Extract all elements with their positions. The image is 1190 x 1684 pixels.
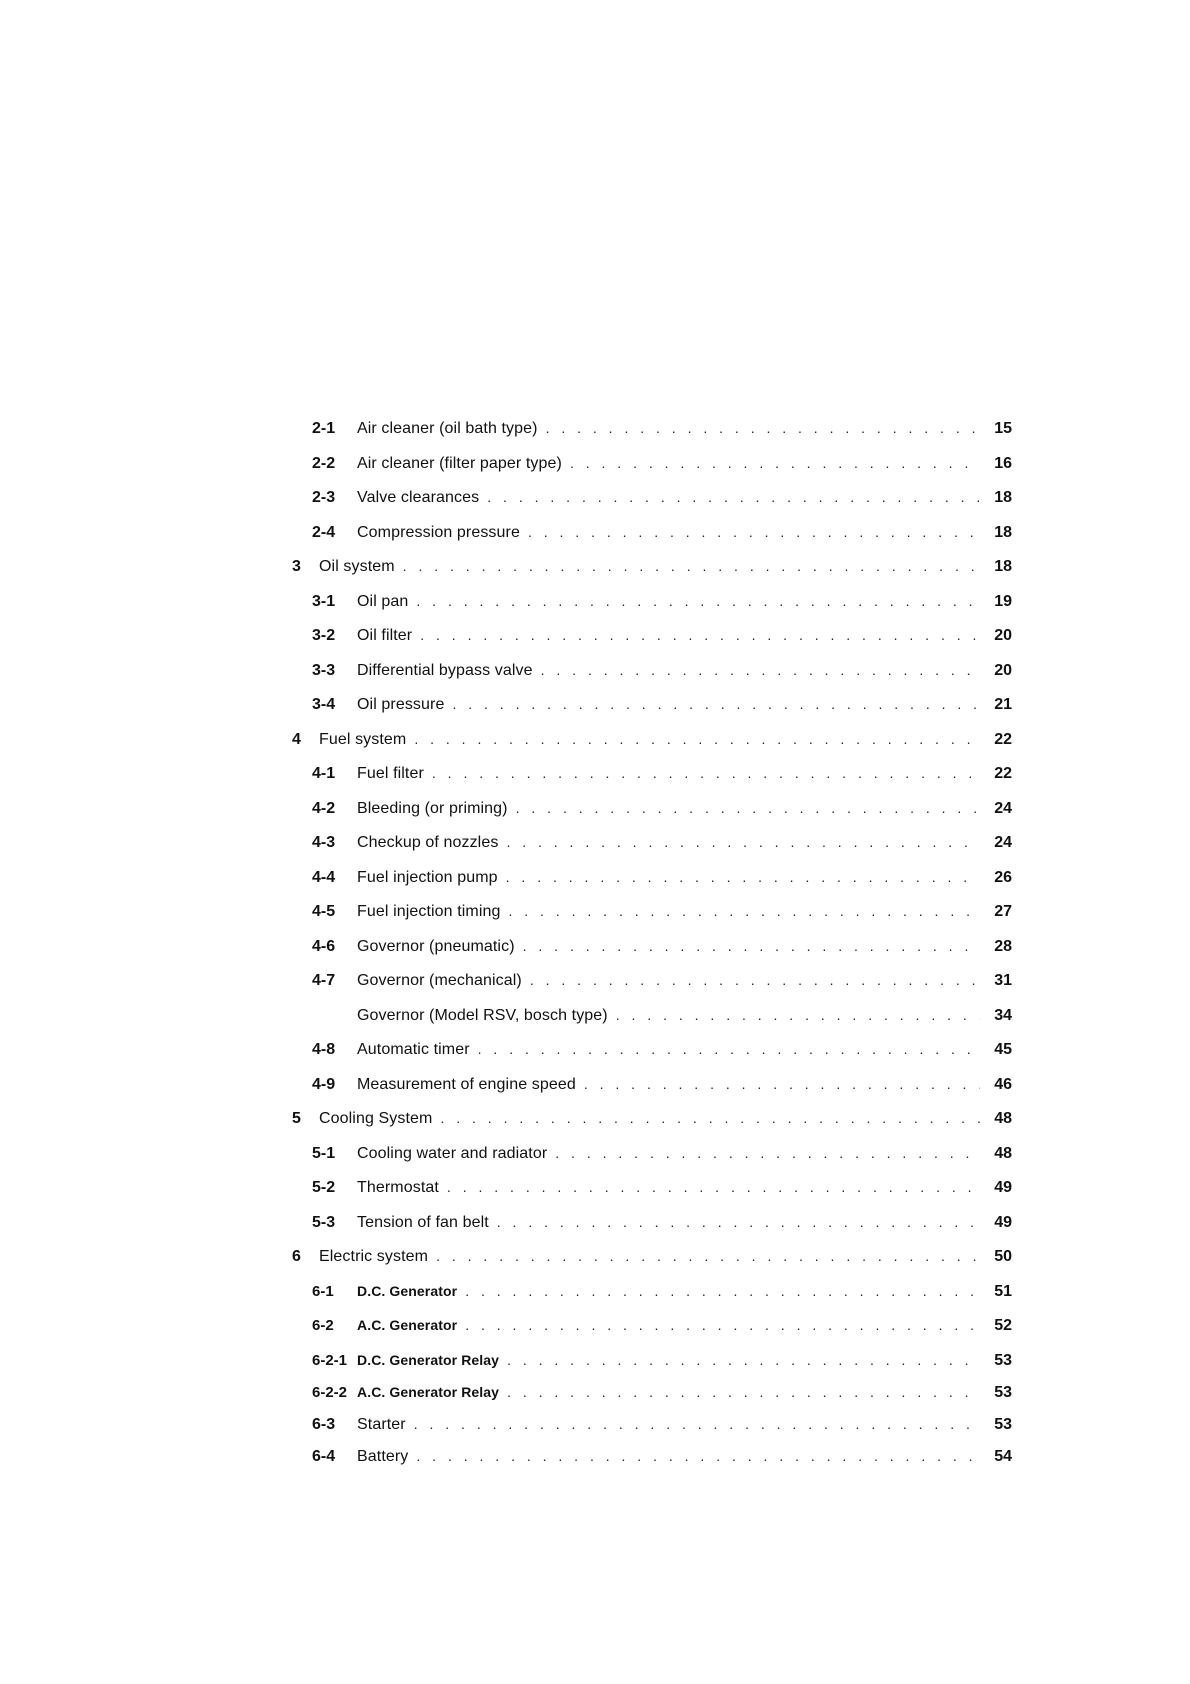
dot-leader (440, 1111, 980, 1125)
toc-entry (312, 800, 1012, 835)
dot-leader (507, 1385, 980, 1399)
toc-entry-page-number: 27 (994, 903, 1012, 920)
toc-entry-number: 4-8 (312, 1041, 336, 1058)
toc-entry-title: Electric system (319, 1248, 429, 1265)
toc-entry (312, 489, 1012, 524)
toc-entry-title: Battery (357, 1447, 409, 1465)
toc-entry-title: Fuel system (319, 730, 407, 748)
toc-entry-page-number: 24 (994, 834, 1012, 851)
toc-entry-title: Bleeding (or priming) (357, 799, 508, 817)
toc-entry-page-number: 28 (994, 937, 1012, 955)
toc-entry-title: D.C. Generator Relay (357, 1351, 500, 1368)
toc-entry-number: 6 (292, 1248, 301, 1265)
toc-entry-title: Cooling System (319, 1110, 433, 1127)
toc-entry-page-number: 46 (994, 1075, 1012, 1093)
toc-entry-number: 3 (292, 558, 301, 575)
dot-leader (420, 628, 980, 642)
toc-entry-page-number: 50 (994, 1248, 1012, 1265)
toc-entry-title: Valve clearances (357, 489, 480, 506)
toc-entry-page-number: 18 (994, 558, 1012, 575)
toc-entry-title: D.C. Generator (357, 1282, 458, 1299)
toc-entry (292, 558, 1012, 593)
toc-entry-number: 6-3 (312, 1415, 336, 1433)
toc-entry-number: 4-2 (312, 799, 336, 817)
toc-entry-number: 6-2-2 (312, 1383, 348, 1401)
toc-entry-page-number: 49 (994, 1213, 1012, 1231)
toc-entry-number: 5-2 (312, 1179, 336, 1196)
toc-entry (312, 1041, 1012, 1076)
dot-leader (507, 1353, 980, 1367)
toc-entry (312, 1007, 1012, 1042)
toc-entry-number: 4 (292, 730, 301, 748)
toc-entry-title: Compression pressure (357, 523, 520, 541)
toc-entry (312, 1179, 1012, 1214)
toc-entry (312, 1384, 1012, 1416)
toc-entry (312, 903, 1012, 938)
dot-leader (436, 1249, 980, 1263)
toc-entry-number: 4-6 (312, 937, 336, 955)
toc-entry-title: Oil system (319, 558, 395, 575)
toc-entry-number: 3-2 (312, 627, 336, 644)
toc-entry-title: Governor (Model RSV, bosch type) (357, 1006, 608, 1024)
toc-entry-page-number: 24 (994, 799, 1012, 817)
dot-leader (432, 766, 980, 780)
toc-entry (312, 1145, 1012, 1180)
toc-entry-number: 2-3 (312, 489, 336, 506)
toc-entry (312, 1317, 1012, 1352)
toc-entry (312, 1214, 1012, 1249)
toc-entry (312, 1283, 1012, 1318)
toc-entry (312, 420, 1012, 455)
dot-leader (487, 490, 980, 504)
toc-entry-page-number: 53 (994, 1415, 1012, 1433)
toc-entry-page-number: 20 (994, 661, 1012, 679)
toc-entry-title: Oil pressure (357, 696, 445, 713)
toc-entry (312, 869, 1012, 904)
toc-entry-number: 4-7 (312, 972, 336, 989)
dot-leader (416, 594, 980, 608)
toc-entry-page-number: 21 (994, 696, 1012, 713)
toc-entry-title: A.C. Generator Relay (357, 1383, 500, 1400)
toc-entry-page-number: 48 (994, 1110, 1012, 1127)
toc-entry-title: Automatic timer (357, 1041, 470, 1058)
toc-entry-page-number: 22 (994, 765, 1012, 782)
toc-entry-page-number: 16 (994, 454, 1012, 472)
toc-entry-title: Checkup of nozzles (357, 834, 499, 851)
toc-entry-number: 4-1 (312, 765, 336, 782)
dot-leader (546, 421, 980, 435)
toc-entry-number: 4-4 (312, 868, 336, 886)
dot-leader (452, 697, 980, 711)
toc-entry-page-number: 34 (994, 1006, 1012, 1024)
toc-entry-page-number: 53 (994, 1351, 1012, 1369)
dot-leader (403, 559, 980, 573)
toc-entry-page-number: 31 (994, 972, 1012, 989)
toc-entry (312, 1076, 1012, 1111)
toc-entry-title: Cooling water and radiator (357, 1144, 548, 1162)
dot-leader (497, 1215, 980, 1229)
dot-leader (516, 801, 980, 815)
toc-entry (292, 1248, 1012, 1283)
dot-leader (584, 1077, 980, 1091)
toc-entry (312, 765, 1012, 800)
toc-entry (312, 938, 1012, 973)
toc-entry-page-number: 18 (994, 489, 1012, 506)
dot-leader (478, 1042, 980, 1056)
toc-entry-title: Governor (mechanical) (357, 972, 522, 989)
toc-entry-number: 5-1 (312, 1144, 336, 1162)
toc-entry-number: 4-5 (312, 903, 336, 920)
toc-entry-title: Tension of fan belt (357, 1213, 489, 1231)
toc-entry-page-number: 18 (994, 523, 1012, 541)
toc-entry-number: 2-4 (312, 523, 336, 541)
dot-leader (414, 732, 980, 746)
toc-entry (292, 731, 1012, 766)
toc-entry (312, 834, 1012, 869)
toc-entry-number: 3-3 (312, 661, 336, 679)
toc-entry (312, 524, 1012, 559)
toc-entry-page-number: 53 (994, 1383, 1012, 1401)
dot-leader (555, 1146, 980, 1160)
dot-leader (616, 1008, 980, 1022)
dot-leader (523, 939, 980, 953)
toc-entry-title: Air cleaner (oil bath type) (357, 420, 538, 437)
toc-entry-page-number: 19 (994, 592, 1012, 610)
toc-entry-title: Governor (pneumatic) (357, 937, 515, 955)
toc-entry (312, 455, 1012, 490)
toc-entry (292, 1110, 1012, 1145)
toc-entry-number: 4-9 (312, 1075, 336, 1093)
toc-entry (312, 696, 1012, 731)
toc-entry-number: 6-2-1 (312, 1351, 348, 1369)
toc-entry-page-number: 20 (994, 627, 1012, 644)
toc-entry (312, 1448, 1012, 1480)
toc-entry-number: 5 (292, 1110, 301, 1127)
dot-leader (506, 835, 980, 849)
dot-leader (570, 456, 980, 470)
toc-entry-number: 3-4 (312, 696, 336, 713)
toc-entry-number: 6-4 (312, 1447, 336, 1465)
dot-leader (414, 1417, 980, 1431)
toc-entry-page-number: 45 (994, 1041, 1012, 1058)
toc-entry-title: A.C. Generator (357, 1317, 458, 1333)
toc-entry (312, 1352, 1012, 1384)
toc-entry-number: 2-2 (312, 454, 336, 472)
toc-entry-page-number: 49 (994, 1179, 1012, 1196)
dot-leader (447, 1180, 980, 1194)
toc-entry-title: Measurement of engine speed (357, 1075, 576, 1093)
toc-entry-title: Differential bypass valve (357, 661, 533, 679)
toc-entry (312, 1416, 1012, 1448)
dot-leader (465, 1318, 980, 1332)
toc-entry (312, 972, 1012, 1007)
toc-entry-number: 6-1 (312, 1282, 334, 1300)
toc-entry-number: 5-3 (312, 1213, 336, 1231)
dot-leader (528, 525, 980, 539)
dot-leader (509, 904, 981, 918)
dot-leader (416, 1449, 980, 1463)
toc-entry-title: Air cleaner (filter paper type) (357, 454, 562, 472)
toc-entry-page-number: 48 (994, 1144, 1012, 1162)
toc-entry-number: 6-2 (312, 1317, 334, 1334)
dot-leader (465, 1284, 980, 1298)
toc-entry-title: Fuel injection timing (357, 903, 501, 920)
dot-leader (541, 663, 980, 677)
toc-entry-page-number: 22 (994, 730, 1012, 748)
toc-entry-page-number: 51 (994, 1282, 1012, 1300)
toc-entry-title: Starter (357, 1415, 406, 1433)
toc-entry (312, 593, 1012, 628)
toc-entry-page-number: 54 (994, 1447, 1012, 1465)
toc-entry-title: Thermostat (357, 1179, 439, 1196)
toc-entry-page-number: 26 (994, 868, 1012, 886)
toc-entry-number: 3-1 (312, 592, 336, 610)
toc-entry-page-number: 15 (994, 420, 1012, 437)
toc-entry-title: Oil filter (357, 627, 413, 644)
toc-entry-title: Oil pan (357, 592, 409, 610)
toc-entry (312, 627, 1012, 662)
toc-entry (312, 662, 1012, 697)
toc-entry-title: Fuel filter (357, 765, 424, 782)
table-of-contents (292, 420, 1012, 1480)
toc-entry-page-number: 52 (994, 1317, 1012, 1334)
dot-leader (506, 870, 980, 884)
dot-leader (530, 973, 980, 987)
toc-entry-title: Fuel injection pump (357, 868, 498, 886)
toc-entry-number: 2-1 (312, 420, 336, 437)
toc-entry-number: 4-3 (312, 834, 336, 851)
